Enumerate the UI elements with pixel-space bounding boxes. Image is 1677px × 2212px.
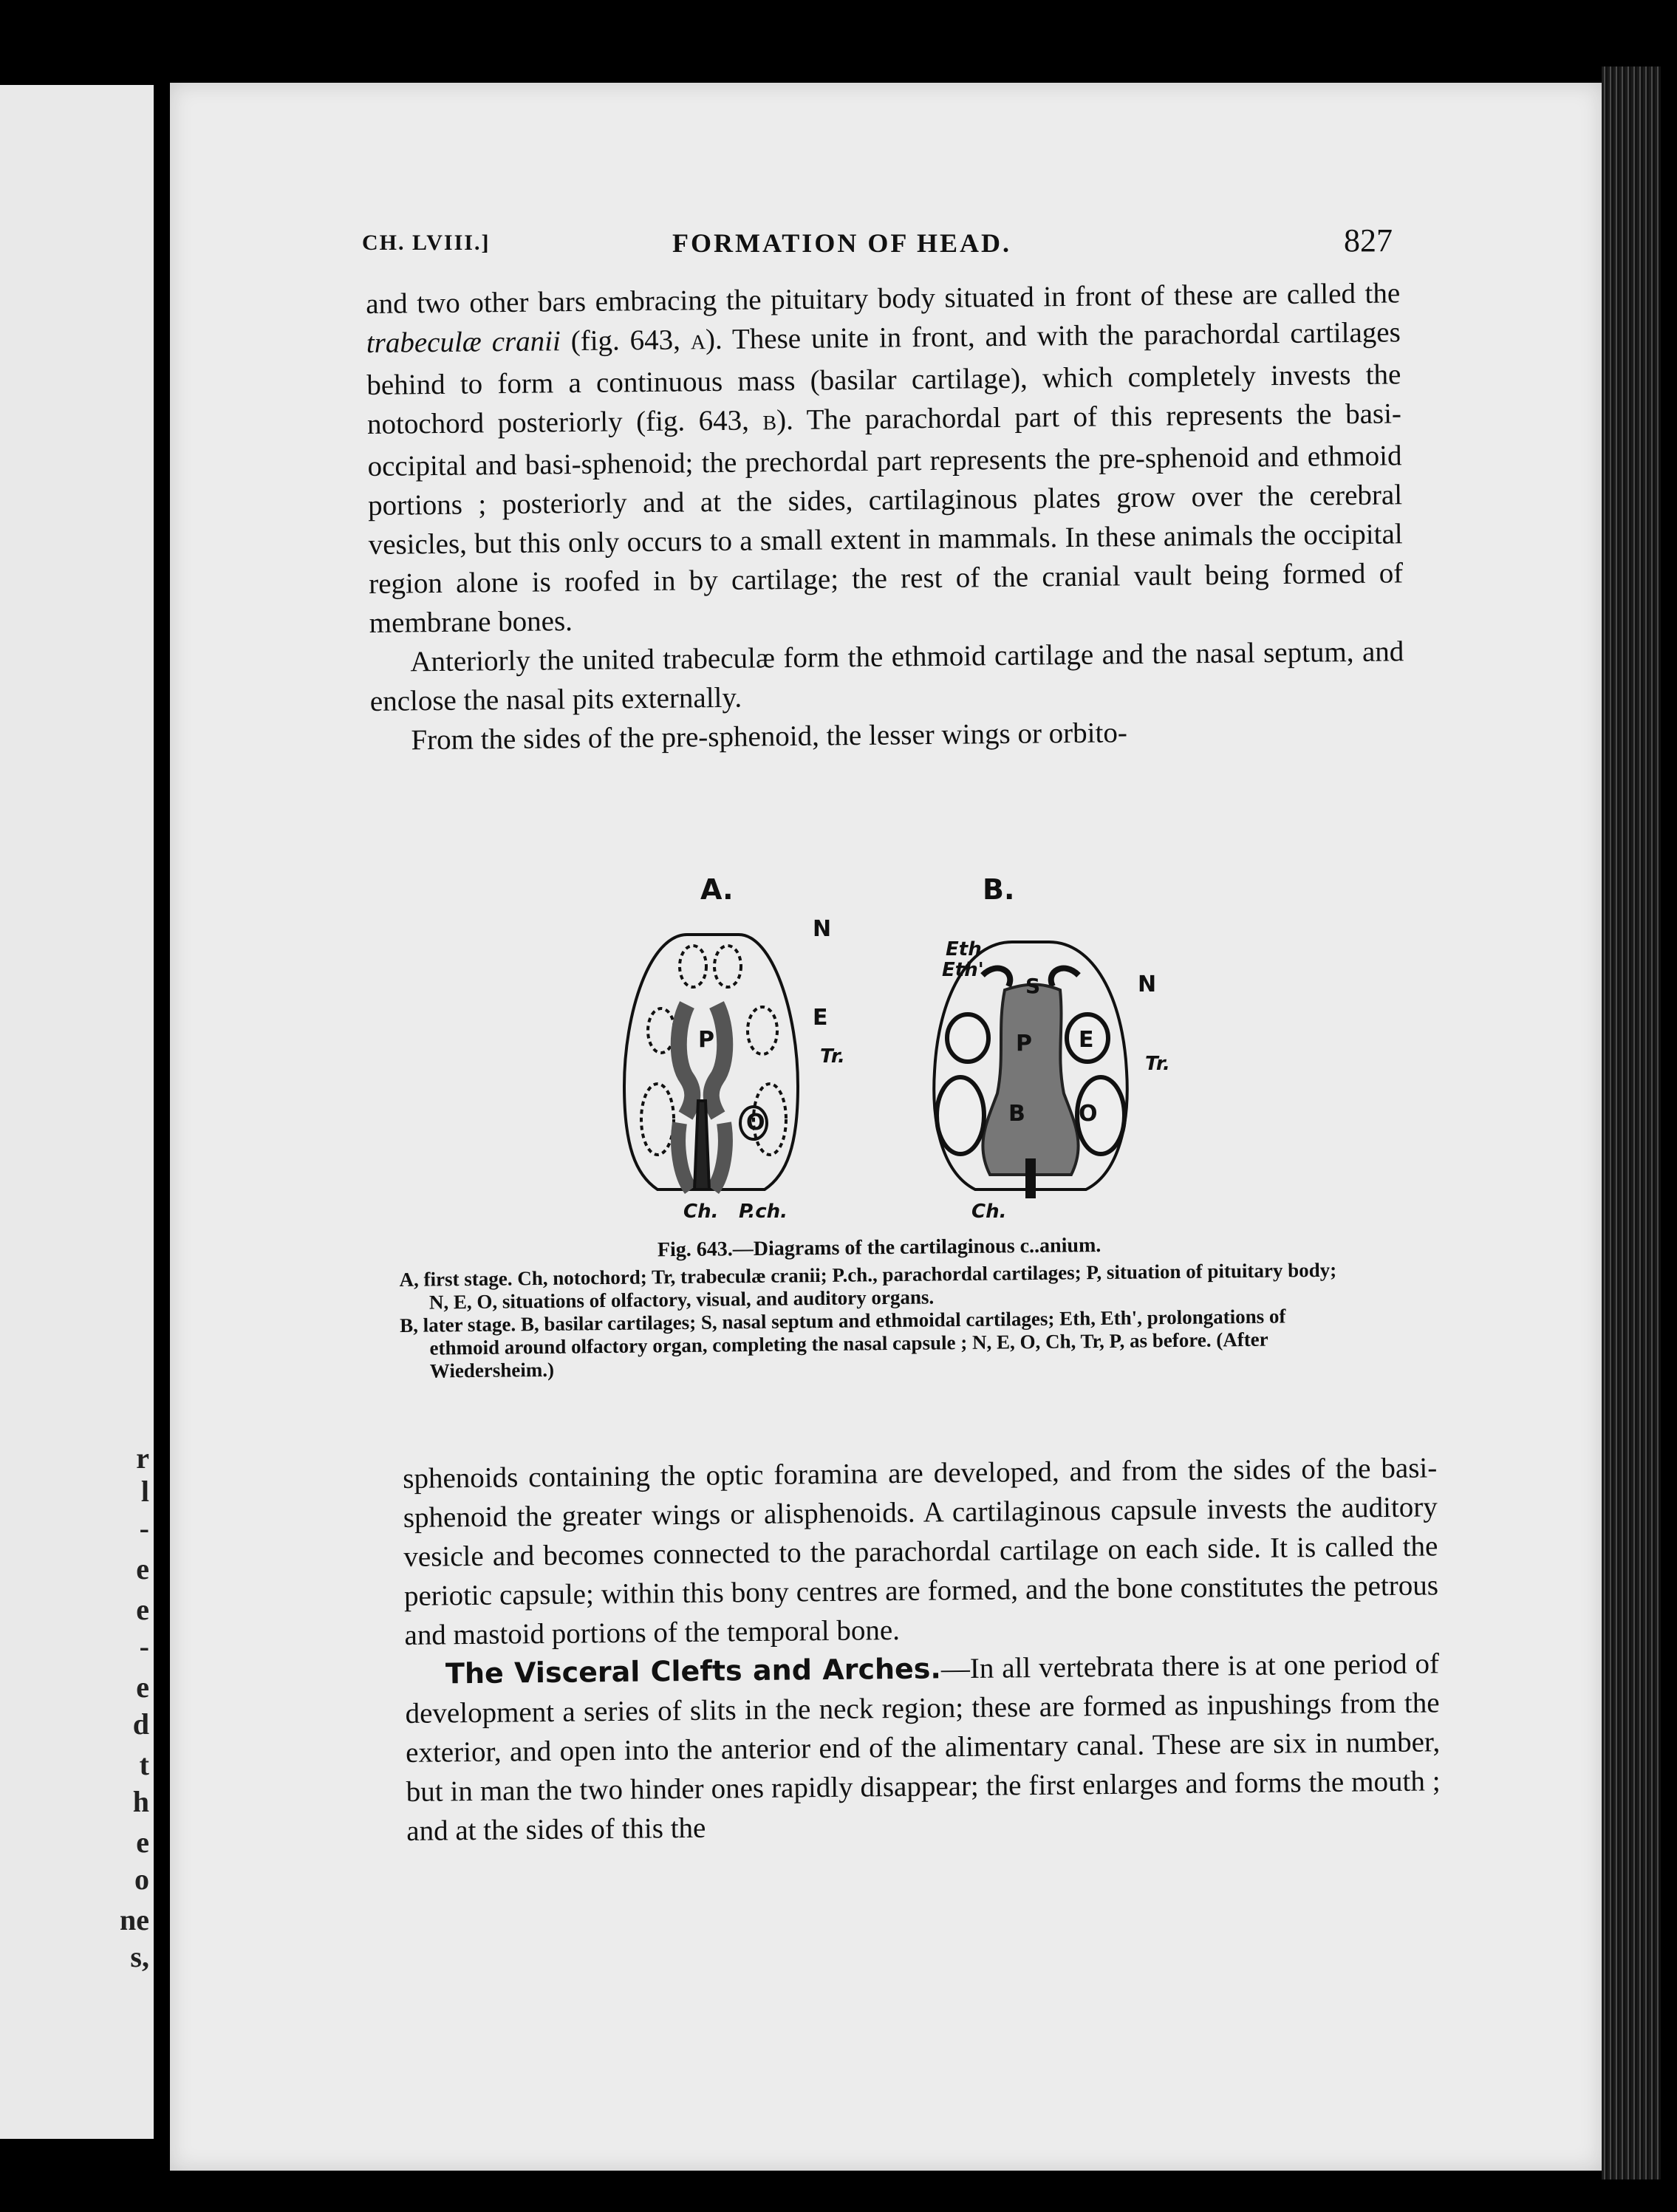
figure-caption [399, 1231, 1361, 1383]
label-tr-b: Tr. [1145, 1053, 1170, 1075]
label-s-b: S [1025, 974, 1041, 998]
figure-ref: A [690, 331, 706, 355]
body-text-top [366, 273, 1405, 760]
caption-line-a: A, first stage. Ch, notochord; Tr, trabeculæ cranii; P.ch., parachordal cartilages; P, situation of pituitary body; N, E, O, situations of olfactory, visual, and auditory organs. [399, 1258, 1337, 1314]
label-eth: Eth [946, 938, 982, 960]
trabeculae [679, 1005, 725, 1116]
paragraph: From the sides of the pre-sphenoid, the lesser wings or orbito- [411, 717, 1128, 757]
label-p-b: P [1016, 1031, 1032, 1056]
margin-fragment: r [136, 1441, 149, 1475]
basilar-cartilage [983, 985, 1078, 1175]
margin-fragment: e [136, 1670, 149, 1704]
margin-fragment: s, [130, 1940, 149, 1973]
figure-ref: B [762, 412, 777, 435]
margin-fragment: d [132, 1707, 149, 1741]
label-o-b: O [1079, 1101, 1098, 1127]
margin-fragment: o [134, 1863, 149, 1896]
margin-fragment: ne [120, 1903, 149, 1936]
caption-line-b: B, later stage. B, basilar cartilages; S, nasal septum and ethmoidal cartilages; Eth, Eth', prolongations of ethmoid around olfactory organ, completing the nasal capsule ; N, E, O, Ch, Tr, P, as before. (After Wiedersheim.) [400, 1305, 1286, 1382]
label-n-b: N [1138, 972, 1157, 997]
paragraph [405, 1644, 1441, 1851]
nasal-pit [680, 946, 706, 987]
body-text-bottom [403, 1448, 1441, 1851]
text-run: and two other bars embracing the pituitary body situated in front of these are called the [366, 277, 1401, 320]
page-stack-edge [1602, 66, 1661, 2179]
text-run: —In all vertebrata there is at one period of development a series of slits in the neck region; these are formed as inpushings from the exterior, and open into the anterior end of the alimentary canal. These are six in number, but in man the two hinder ones rapidly disappear; the first enlarges and forms the mouth ; and at the sides of this the [405, 1648, 1441, 1847]
caption-title: Fig. 643.—Diagrams of the cartilaginous c..anium. [657, 1234, 1102, 1262]
label-tr-a: Tr. [820, 1045, 845, 1068]
paragraph [366, 273, 1404, 643]
margin-fragment: e [136, 1593, 149, 1626]
chapter-label: CH. LVIII.] [362, 231, 491, 255]
margin-fragment: - [139, 1630, 149, 1663]
label-n-a: N [813, 916, 832, 942]
label-ch-b: Ch. [971, 1201, 1007, 1223]
ear-capsule [937, 1077, 984, 1154]
label-eth-prime: Eth' [942, 959, 984, 981]
facing-page-edge [0, 85, 154, 2139]
text-run: (fig. 643, [560, 324, 691, 358]
section-heading: The Visceral Clefts and Arches. [445, 1652, 942, 1690]
notochord-b [1027, 1160, 1034, 1197]
label-p-a: P [698, 1027, 714, 1053]
notochord [694, 1101, 709, 1189]
label-e-a: E [813, 1005, 828, 1031]
margin-fragment: - [139, 1512, 149, 1545]
running-header [362, 222, 1393, 266]
margin-fragment: l [140, 1475, 149, 1508]
eye-capsule [648, 1008, 674, 1053]
diagram-a-label: A. [700, 873, 734, 906]
eye-capsule [748, 1007, 777, 1054]
text-run: ). The parachordal part of this represents the basi-occipital and basi-sphenoid; the prechordal part represents the pre-sphenoid and ethmoid portions ; posteriorly and at the sides, cartilaginous plates grow over the cerebral vesicles, but this only occurs to a small extent in mammals. In these animals the occipital region alone is roofed in by cartilage; the rest of the cranial vault being formed of membrane bones. [367, 397, 1404, 639]
italic-term: trabeculæ cranii [366, 325, 561, 359]
nasal-pit [714, 946, 741, 987]
diagram-a [624, 935, 798, 1189]
page-title: FORMATION OF HEAD. [672, 228, 1011, 258]
margin-fragment: e [136, 1552, 149, 1585]
figure-643 [606, 873, 1182, 1234]
label-pch-a: P.ch. [739, 1201, 788, 1223]
margin-fragment: e [136, 1826, 149, 1859]
diagram-b-label: B. [983, 873, 1015, 906]
paragraph: sphenoids containing the optic foramina are developed, and from the sides of the basi-sphenoid the greater wings or alisphenoids. A cartilaginous capsule invests the auditory vesicle and becomes connected to the parachordal cartilage on each side. It is called the periotic capsule; within this bony centres are formed, and the bone constitutes the petrous and mastoid portions of the temporal bone. [403, 1452, 1439, 1651]
paragraph: Anteriorly the united trabeculæ form the ethmoid cartilage and the nasal septum, and enclose the nasal pits externally. [369, 635, 1404, 717]
cranium-diagram [606, 879, 1182, 1234]
margin-fragment: t [139, 1748, 149, 1781]
eye-capsule [947, 1014, 988, 1062]
margin-fragment: h [132, 1785, 149, 1818]
label-b-b: B [1008, 1101, 1025, 1127]
text-run: ). These unite in front, and with the parachordal cartilages behind to form a continuous mass (basilar cartilage), which completely invests the notochord posteriorly (fig. 643, [366, 316, 1401, 440]
label-o-a: O [746, 1110, 765, 1136]
label-ch-a: Ch. [683, 1201, 719, 1223]
label-e-b: E [1079, 1027, 1094, 1053]
ear-capsule [641, 1084, 674, 1155]
page-number: 827 [1344, 222, 1393, 259]
